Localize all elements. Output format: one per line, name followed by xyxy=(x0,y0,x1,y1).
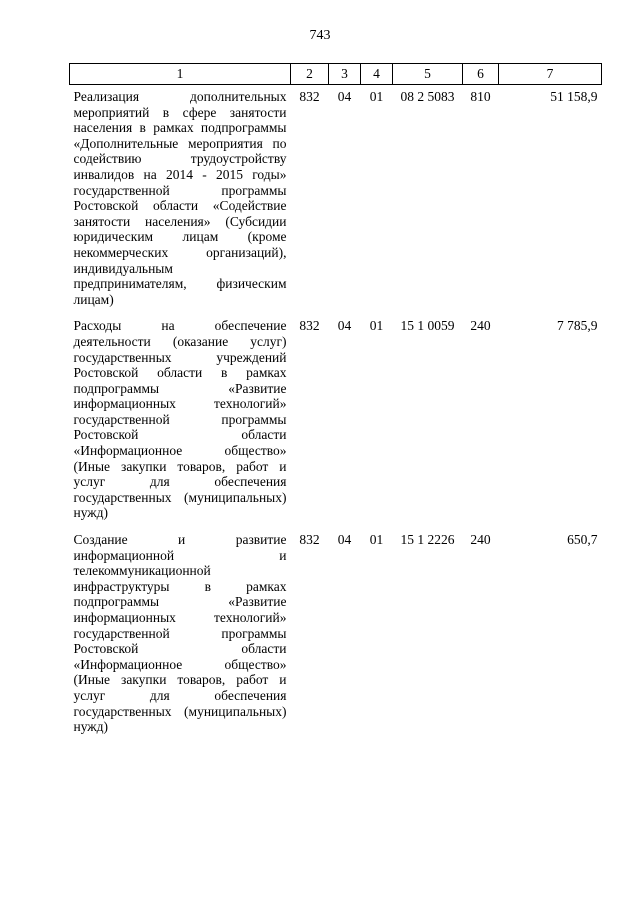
subsection-code: 01 xyxy=(369,532,384,548)
column-header-4: 4 xyxy=(361,64,393,85)
column-header-3: 3 xyxy=(329,64,361,85)
table-row xyxy=(70,528,602,742)
section-code: 04 xyxy=(337,318,352,334)
target-article-code: 15 1 2226 xyxy=(400,532,455,548)
amount: 7 785,9 xyxy=(557,318,598,334)
column-header-2: 2 xyxy=(291,64,329,85)
row-description: Создание и развитие информационной и телекоммуникационной инфраструктуры в рамках подпрограммы «Развитие информационных технологий» государственной программы Ростовской области «Информационное общество» (Иные закупки товаров, работ и услуг для обеспечения государственных (муниципальных) нужд) xyxy=(73,532,287,735)
header-row xyxy=(70,64,602,85)
expense-type-code: 240 xyxy=(470,532,491,548)
column-header-1: 1 xyxy=(70,64,291,85)
row-description: Реализация дополнительных мероприятий в сфере занятости населения в рамках подпрограммы «Дополнительные мероприятия по содействию трудоустройству инвалидов на 2014 - 2015 годы» государственной программы Ростовской области «Содействие занятости населения» (Субсидии юридическим лицам (кроме некоммерческих организаций), индивидуальным предпринимателям, физическим лицам) xyxy=(73,89,287,307)
expense-type-code: 240 xyxy=(470,318,491,334)
ministry-code: 832 xyxy=(299,89,320,104)
table-row xyxy=(70,85,602,315)
column-header-6: 6 xyxy=(463,64,499,85)
subsection-code: 01 xyxy=(369,89,384,104)
column-header-7: 7 xyxy=(499,64,602,85)
ministry-code: 832 xyxy=(299,532,320,548)
column-header-5: 5 xyxy=(393,64,463,85)
table-row xyxy=(70,314,602,528)
amount: 51 158,9 xyxy=(550,89,598,104)
page-number: 743 xyxy=(309,28,331,43)
amount: 650,7 xyxy=(567,532,598,548)
expense-type-code: 810 xyxy=(470,89,491,104)
ministry-code: 832 xyxy=(299,318,320,334)
target-article-code: 15 1 0059 xyxy=(400,318,455,334)
budget-table xyxy=(69,63,602,742)
section-code: 04 xyxy=(337,89,352,104)
row-description: Расходы на обеспечение деятельности (оказание услуг) государственных учреждений Ростовской области в рамках подпрограммы «Развитие информационных технологий» государственной программы Ростовской области «Информационное общество» (Иные закупки товаров, работ и услуг для обеспечения государственных (муниципальных) нужд) xyxy=(73,318,287,521)
section-code: 04 xyxy=(337,532,352,548)
target-article-code: 08 2 5083 xyxy=(400,89,455,104)
subsection-code: 01 xyxy=(369,318,384,334)
